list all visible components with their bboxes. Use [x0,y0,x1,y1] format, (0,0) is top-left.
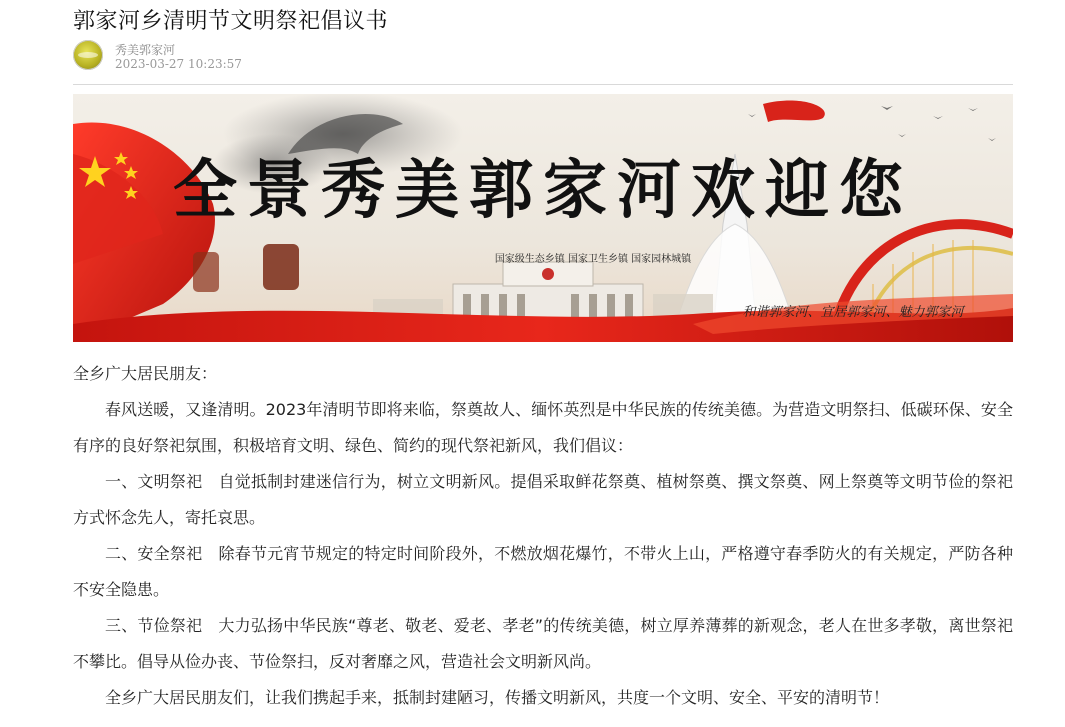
article-title: 郭家河乡清明节文明祭祀倡议书 [73,9,389,34]
body-paragraph: 三、节俭祭祀 大力弘扬中华民族“尊老、敬老、爱老、孝老”的传统美德，树立厚养薄葬的新观念，老人在世多孝敬，离世祭祀不攀比。倡导从俭办丧、节俭祭扫，反对奢靡之风，营造社会文明新风尚。 [73,616,1013,671]
banner-slogan: 和谐郭家河、宜居郭家河、魅力郭家河 [742,305,964,320]
banner-subtitle: 国家级生态乡镇 国家卫生乡镇 国家园林城镇 [494,254,692,265]
body-paragraph: 一、文明祭祀 自觉抵制封建迷信行为，树立文明新风。提倡采取鲜花祭奠、植树祭奠、撰文祭奠、网上祭奠等文明节俭的祭祀方式怀念先人，寄托哀思。 [73,472,1013,527]
body-paragraph: 春风送暖，又逢清明。2023年清明节即将来临，祭奠故人、缅怀英烈是中华民族的传统美德。为营造文明祭扫、低碳环保、安全有序的良好祭祀氛围，积极培育文明、绿色、简约的现代祭祀新风，我们倡议： [73,400,1013,455]
welcome-banner-image [73,94,1013,342]
author-name[interactable]: 秀美郭家河 [115,43,176,57]
avatar-logo-icon [78,52,98,58]
author-avatar[interactable] [73,40,103,70]
greeting: 全乡广大居民朋友： [73,364,218,383]
article-meta [73,40,1013,72]
body-paragraph: 全乡广大居民朋友们，让我们携起手来，抵制封建陋习，传播文明新风，共度一个文明、安全、平安的清明节！ [105,688,890,707]
body-paragraph: 二、安全祭祀 除春节元宵节规定的特定时间阶段外，不燃放烟花爆竹，不带火上山，严格遵守春季防火的有关规定，严防各种不安全隐患。 [73,544,1013,599]
banner-headline: 全景秀美郭家河欢迎您 [173,153,913,228]
publish-time: 2023-03-27 10:23:57 [115,57,242,71]
header-divider [73,84,1013,85]
article-body [73,356,1013,716]
